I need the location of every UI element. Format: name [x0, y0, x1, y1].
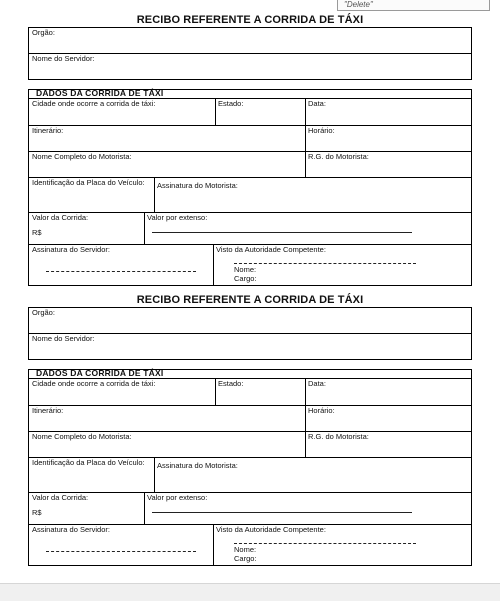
assinatura-servidor-line — [46, 551, 196, 552]
placa-label: Identificação da Placa do Veículo: — [32, 458, 145, 467]
divider — [215, 378, 216, 405]
nome-motorista-label: Nome Completo do Motorista: — [32, 152, 132, 161]
horario-label: Horário: — [308, 126, 335, 135]
section-title: DADOS DA CORRIDA DE TÁXI — [36, 368, 164, 378]
divider — [28, 405, 472, 406]
valor-corrida-label: Valor da Corrida: — [32, 493, 89, 502]
assinatura-servidor-label: Assinatura do Servidor: — [32, 245, 110, 254]
valor-extenso-label: Valor por extenso: — [147, 213, 208, 222]
assinatura-motorista-label: Assinatura do Motorista: — [157, 461, 238, 470]
orgao-label: Orgão: — [32, 308, 55, 317]
valor-extenso-line — [152, 232, 412, 233]
nome-motorista-label: Nome Completo do Motorista: — [32, 432, 132, 441]
assinatura-motorista-label: Assinatura do Motorista: — [157, 181, 238, 190]
receipt-title: RECIBO REFERENTE A CORRIDA DE TÁXI — [136, 14, 364, 26]
divider — [305, 125, 306, 151]
divider — [28, 212, 472, 213]
divider — [144, 492, 145, 524]
data-label: Data: — [308, 99, 326, 108]
visto-line — [234, 543, 416, 544]
divider — [154, 177, 155, 212]
nome-servidor-label: Nome do Servidor: — [32, 54, 95, 63]
ride-details-box — [28, 369, 472, 566]
divider — [28, 492, 472, 493]
nome-label: Nome: — [234, 545, 257, 554]
divider — [305, 405, 306, 431]
cidade-label: Cidade onde ocorre a corrida de táxi: — [32, 99, 156, 108]
assinatura-servidor-label: Assinatura do Servidor: — [32, 525, 110, 534]
itinerario-label: Itinerário: — [32, 126, 64, 135]
divider — [154, 457, 155, 492]
data-label: Data: — [308, 379, 326, 388]
estado-label: Estado: — [218, 99, 244, 108]
placa-label: Identificação da Placa do Veículo: — [32, 178, 145, 187]
divider — [305, 378, 306, 405]
valor-extenso-label: Valor por extenso: — [147, 493, 208, 502]
horario-label: Horário: — [308, 406, 335, 415]
cargo-label: Cargo: — [234, 554, 257, 563]
orgao-label: Orgão: — [32, 28, 55, 37]
section-title: DADOS DA CORRIDA DE TÁXI — [36, 88, 164, 98]
currency-label: R$ — [32, 228, 42, 237]
divider — [28, 53, 472, 54]
valor-corrida-label: Valor da Corrida: — [32, 213, 89, 222]
delete-tooltip: "Delete" — [337, 0, 490, 11]
bottom-bar — [0, 583, 500, 601]
assinatura-servidor-line — [46, 271, 196, 272]
currency-label: R$ — [32, 508, 42, 517]
estado-label: Estado: — [218, 379, 244, 388]
valor-extenso-line — [152, 512, 412, 513]
visto-label: Visto da Autoridade Competente: — [216, 525, 326, 534]
divider — [213, 524, 214, 566]
divider — [215, 98, 216, 125]
visto-line — [234, 263, 416, 264]
nome-servidor-label: Nome do Servidor: — [32, 334, 95, 343]
itinerario-label: Itinerário: — [32, 406, 64, 415]
ride-details-box — [28, 89, 472, 286]
visto-label: Visto da Autoridade Competente: — [216, 245, 326, 254]
rg-motorista-label: R.G. do Motorista: — [308, 432, 369, 441]
divider — [213, 244, 214, 286]
divider — [144, 212, 145, 244]
divider — [28, 333, 472, 334]
divider — [305, 151, 306, 177]
receipt-title: RECIBO REFERENTE A CORRIDA DE TÁXI — [136, 294, 364, 306]
rg-motorista-label: R.G. do Motorista: — [308, 152, 369, 161]
cargo-label: Cargo: — [234, 274, 257, 283]
divider — [305, 98, 306, 125]
cidade-label: Cidade onde ocorre a corrida de táxi: — [32, 379, 156, 388]
divider — [28, 125, 472, 126]
nome-label: Nome: — [234, 265, 257, 274]
divider — [305, 431, 306, 457]
